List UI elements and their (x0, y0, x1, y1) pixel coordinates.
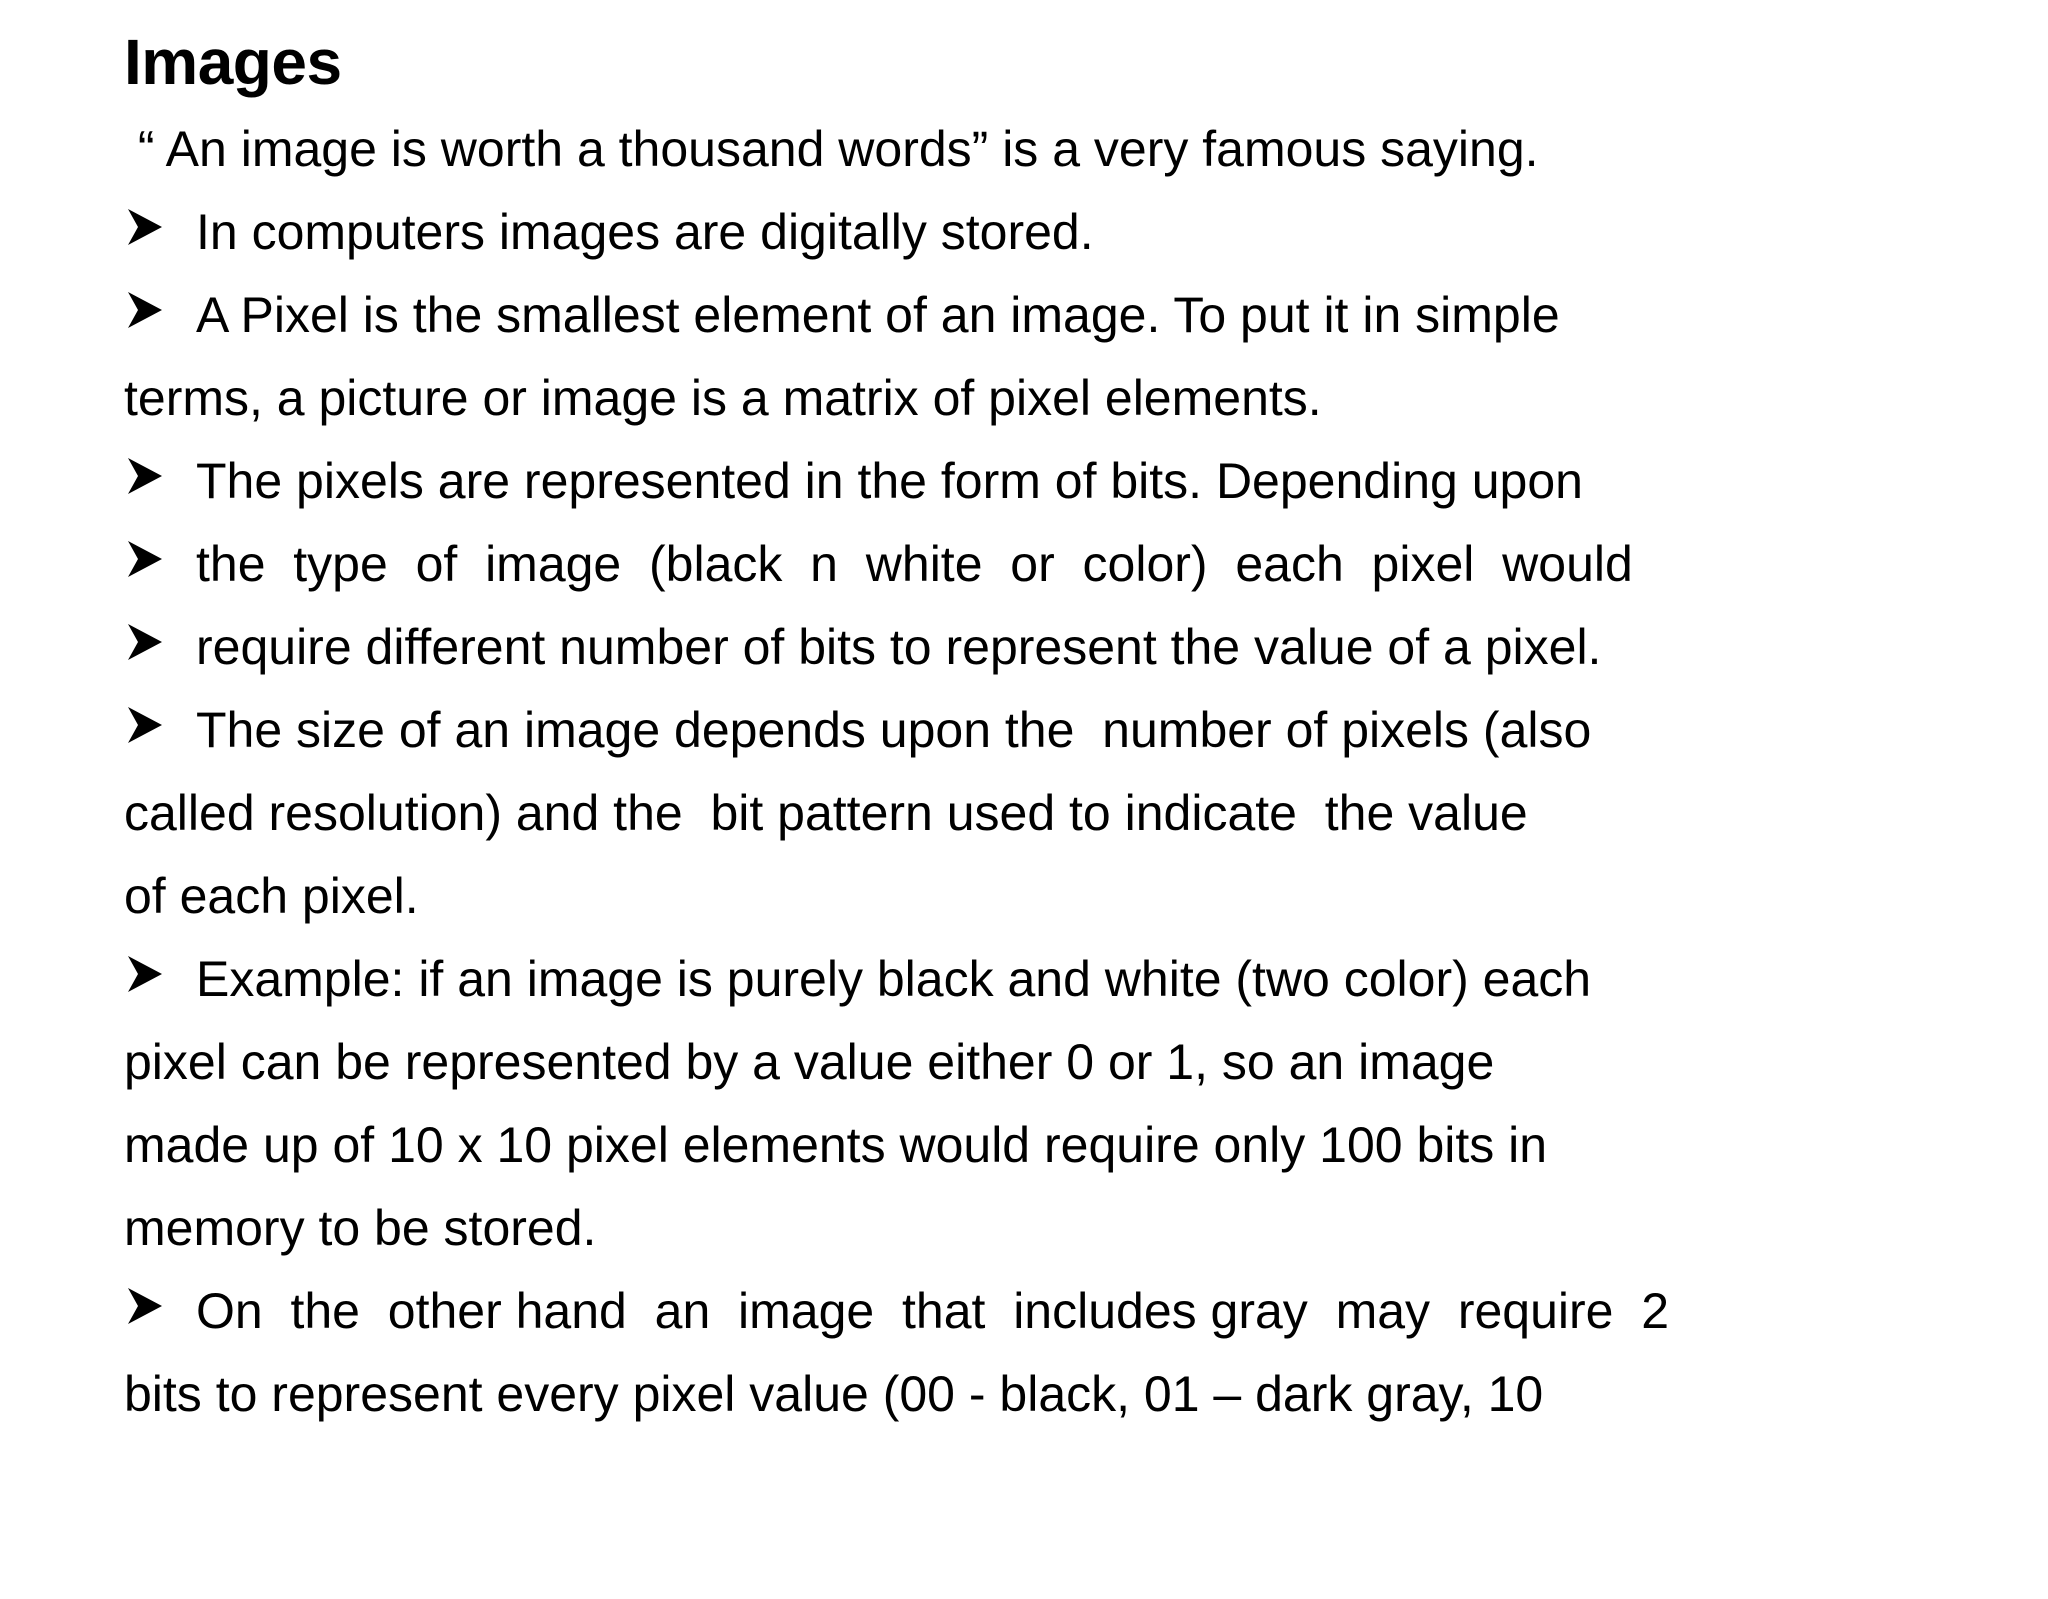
bullet-text: A Pixel is the smallest element of an image. To put it in simple (196, 287, 1560, 343)
text-line (124, 108, 1539, 190)
arrowhead-bullet-icon (128, 523, 170, 605)
bullet-line (124, 274, 1560, 356)
line-text: bits to represent every pixel value (00 - black, 01 – dark gray, 10 (124, 1366, 1544, 1422)
text-line (124, 1021, 1495, 1103)
bullet-text: The pixels are represented in the form of bits. Depending upon (196, 453, 1583, 509)
line-text: of each pixel. (124, 868, 419, 924)
bullet-line (124, 689, 1592, 771)
bullet-line (124, 523, 1633, 605)
arrowhead-bullet-icon (128, 606, 170, 688)
arrowhead-bullet-icon (128, 689, 170, 771)
arrowhead-bullet-icon (128, 440, 170, 522)
bullet-line (124, 191, 1094, 273)
text-line (124, 1104, 1548, 1186)
arrowhead-bullet-icon (128, 191, 170, 273)
slide-title: Images (124, 26, 342, 98)
bullet-text: Example: if an image is purely black and white (two color) each (196, 951, 1592, 1007)
bullet-text: In computers images are digitally stored. (196, 204, 1094, 260)
line-text: “ An image is worth a thousand words” is a very famous saying. (124, 121, 1539, 177)
text-line (124, 772, 1528, 854)
bullet-line (124, 440, 1583, 522)
bullet-text: On the other hand an image that includes gray may require 2 (196, 1283, 1670, 1339)
text-line (124, 855, 419, 937)
bullet-line (124, 606, 1602, 688)
arrowhead-bullet-icon (128, 938, 170, 1020)
line-text: made up of 10 x 10 pixel elements would require only 100 bits in (124, 1117, 1548, 1173)
arrowhead-bullet-icon (128, 1270, 170, 1352)
arrowhead-bullet-icon (128, 274, 170, 356)
text-line (124, 357, 1322, 439)
line-text: terms, a picture or image is a matrix of pixel elements. (124, 370, 1322, 426)
text-line (124, 1353, 1544, 1435)
bullet-line (124, 1270, 1670, 1352)
bullet-text: The size of an image depends upon the number of pixels (also (196, 702, 1592, 758)
bullet-text: the type of image (black n white or color) each pixel would (196, 536, 1633, 592)
line-text: memory to be stored. (124, 1200, 597, 1256)
bullet-line (124, 938, 1592, 1020)
line-text: called resolution) and the bit pattern used to indicate the value (124, 785, 1528, 841)
text-line (124, 1187, 597, 1269)
line-text: pixel can be represented by a value either 0 or 1, so an image (124, 1034, 1495, 1090)
bullet-text: require different number of bits to represent the value of a pixel. (196, 619, 1602, 675)
